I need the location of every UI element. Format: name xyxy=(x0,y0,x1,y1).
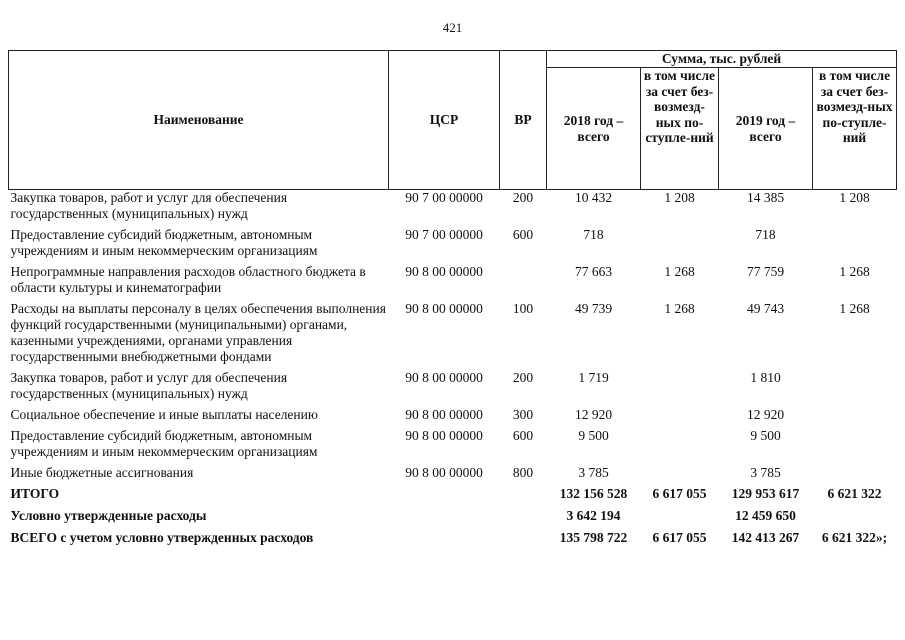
cell-2019-total: 3 785 xyxy=(750,465,781,480)
total-2018-gratuitous xyxy=(641,508,719,530)
cell-name: Иные бюджетные ассигнования xyxy=(10,465,194,480)
cell-2018-gratuitous: 1 268 xyxy=(664,301,695,316)
cell-vr: 200 xyxy=(512,190,534,205)
cell-2018-gratuitous: 1 268 xyxy=(664,264,695,279)
total-2018-gratuitous: 6 617 055 xyxy=(652,486,707,501)
total-row xyxy=(9,486,897,508)
cell-2019-total: 77 759 xyxy=(746,264,785,279)
cell-csr: 90 7 00 00000 xyxy=(405,190,483,205)
cell-csr: 90 8 00 00000 xyxy=(405,370,483,385)
column-header-csr: ЦСР xyxy=(389,51,500,190)
total-2018-gratuitous: 6 617 055 xyxy=(652,530,707,545)
cell-vr xyxy=(500,264,547,301)
cell-2018-total: 49 739 xyxy=(574,301,613,316)
cell-2019-gratuitous xyxy=(813,428,897,465)
table-row xyxy=(9,428,897,465)
column-header-vr: ВР xyxy=(500,51,547,190)
total-2018: 132 156 528 xyxy=(559,486,628,501)
column-header-2019-total: 2019 год – всего xyxy=(719,68,813,190)
cell-name: Непрограммные направления расходов областного бюджета в области культуры и кинематографии xyxy=(10,264,366,295)
cell-2018-total: 9 500 xyxy=(578,428,609,443)
total-2019-gratuitous xyxy=(813,508,897,530)
table-row xyxy=(9,301,897,370)
total-2019-gratuitous: 6 621 322»; xyxy=(821,530,888,545)
cell-2018-total: 3 785 xyxy=(578,465,609,480)
cell-2018-total: 1 719 xyxy=(578,370,609,385)
cell-csr: 90 8 00 00000 xyxy=(405,428,483,443)
cell-vr: 600 xyxy=(512,428,534,443)
cell-vr: 300 xyxy=(512,407,534,422)
page-number: 421 xyxy=(442,20,463,35)
cell-2018-total: 10 432 xyxy=(574,190,613,205)
total-row xyxy=(9,530,897,552)
cell-csr: 90 8 00 00000 xyxy=(405,301,483,316)
total-2018: 3 642 194 xyxy=(566,508,621,523)
cell-2018-gratuitous xyxy=(641,370,719,407)
cell-2018-gratuitous xyxy=(641,407,719,428)
column-header-name: Наименование xyxy=(9,51,389,190)
cell-name: Предоставление субсидий бюджетным, автономным учреждениям и иным некоммерческим организациям xyxy=(10,227,318,258)
table-row xyxy=(9,227,897,264)
total-label: ИТОГО xyxy=(10,486,60,501)
table-row xyxy=(9,370,897,407)
cell-2019-total: 1 810 xyxy=(750,370,781,385)
cell-name: Социальное обеспечение и иные выплаты населению xyxy=(10,407,318,422)
total-2019-gratuitous: 6 621 322 xyxy=(827,486,882,501)
cell-csr: 90 8 00 00000 xyxy=(405,264,483,279)
cell-vr: 200 xyxy=(512,370,534,385)
cell-2019-total: 12 920 xyxy=(746,407,785,422)
column-header-2019-gratuitous: в том числе за счет без-возмезд-ных по-ступле-ний xyxy=(813,68,897,190)
cell-vr: 100 xyxy=(512,301,534,316)
column-header-2018-gratuitous: в том числе за счет без-возмезд-ных по-ступле-ний xyxy=(641,68,719,190)
total-2019: 129 953 617 xyxy=(731,486,800,501)
total-row xyxy=(9,508,897,530)
table-body xyxy=(9,190,897,553)
cell-name: Закупка товаров, работ и услуг для обеспечения государственных (муниципальных) нужд xyxy=(10,190,288,221)
cell-2019-gratuitous: 1 268 xyxy=(839,301,870,316)
total-2019: 12 459 650 xyxy=(735,508,796,523)
cell-2019-gratuitous: 1 268 xyxy=(839,264,870,279)
cell-2018-total: 718 xyxy=(583,227,604,242)
table-row xyxy=(9,465,897,486)
table-row xyxy=(9,407,897,428)
total-label: Условно утвержденные расходы xyxy=(10,508,207,523)
cell-name: Расходы на выплаты персоналу в целях обеспечения выполнения функций государственными (муниципальными) органами, казенными учреждениями, органами управления государственными внебюджетными фондами xyxy=(10,301,386,364)
cell-2019-total: 49 743 xyxy=(746,301,785,316)
cell-2018-total: 77 663 xyxy=(574,264,613,279)
cell-2019-total: 14 385 xyxy=(746,190,785,205)
table-row xyxy=(9,190,897,228)
cell-vr: 600 xyxy=(512,227,534,242)
cell-2019-gratuitous xyxy=(813,407,897,428)
table-row xyxy=(9,264,897,301)
budget-table xyxy=(8,50,897,552)
table-header xyxy=(9,51,897,190)
cell-2018-gratuitous xyxy=(641,465,719,486)
cell-name: Предоставление субсидий бюджетным, автономным учреждениям и иным некоммерческим организациям xyxy=(10,428,318,459)
cell-2019-total: 718 xyxy=(755,227,776,242)
cell-2018-total: 12 920 xyxy=(574,407,613,422)
cell-2019-gratuitous xyxy=(813,370,897,407)
total-label: ВСЕГО с учетом условно утвержденных расходов xyxy=(10,530,314,545)
cell-name: Закупка товаров, работ и услуг для обеспечения государственных (муниципальных) нужд xyxy=(10,370,288,401)
cell-2019-total: 9 500 xyxy=(750,428,781,443)
cell-vr: 800 xyxy=(512,465,534,480)
cell-csr: 90 8 00 00000 xyxy=(405,465,483,480)
cell-2018-gratuitous: 1 208 xyxy=(664,190,695,205)
cell-csr: 90 8 00 00000 xyxy=(405,407,483,422)
total-2018: 135 798 722 xyxy=(559,530,628,545)
cell-2019-gratuitous: 1 208 xyxy=(839,190,870,205)
cell-csr: 90 7 00 00000 xyxy=(405,227,483,242)
column-header-sum: Сумма, тыс. рублей xyxy=(547,51,897,68)
cell-2018-gratuitous xyxy=(641,428,719,465)
cell-2019-gratuitous xyxy=(813,227,897,264)
cell-2019-gratuitous xyxy=(813,465,897,486)
total-2019: 142 413 267 xyxy=(731,530,800,545)
cell-2018-gratuitous xyxy=(641,227,719,264)
column-header-2018-total: 2018 год – всего xyxy=(547,68,641,190)
